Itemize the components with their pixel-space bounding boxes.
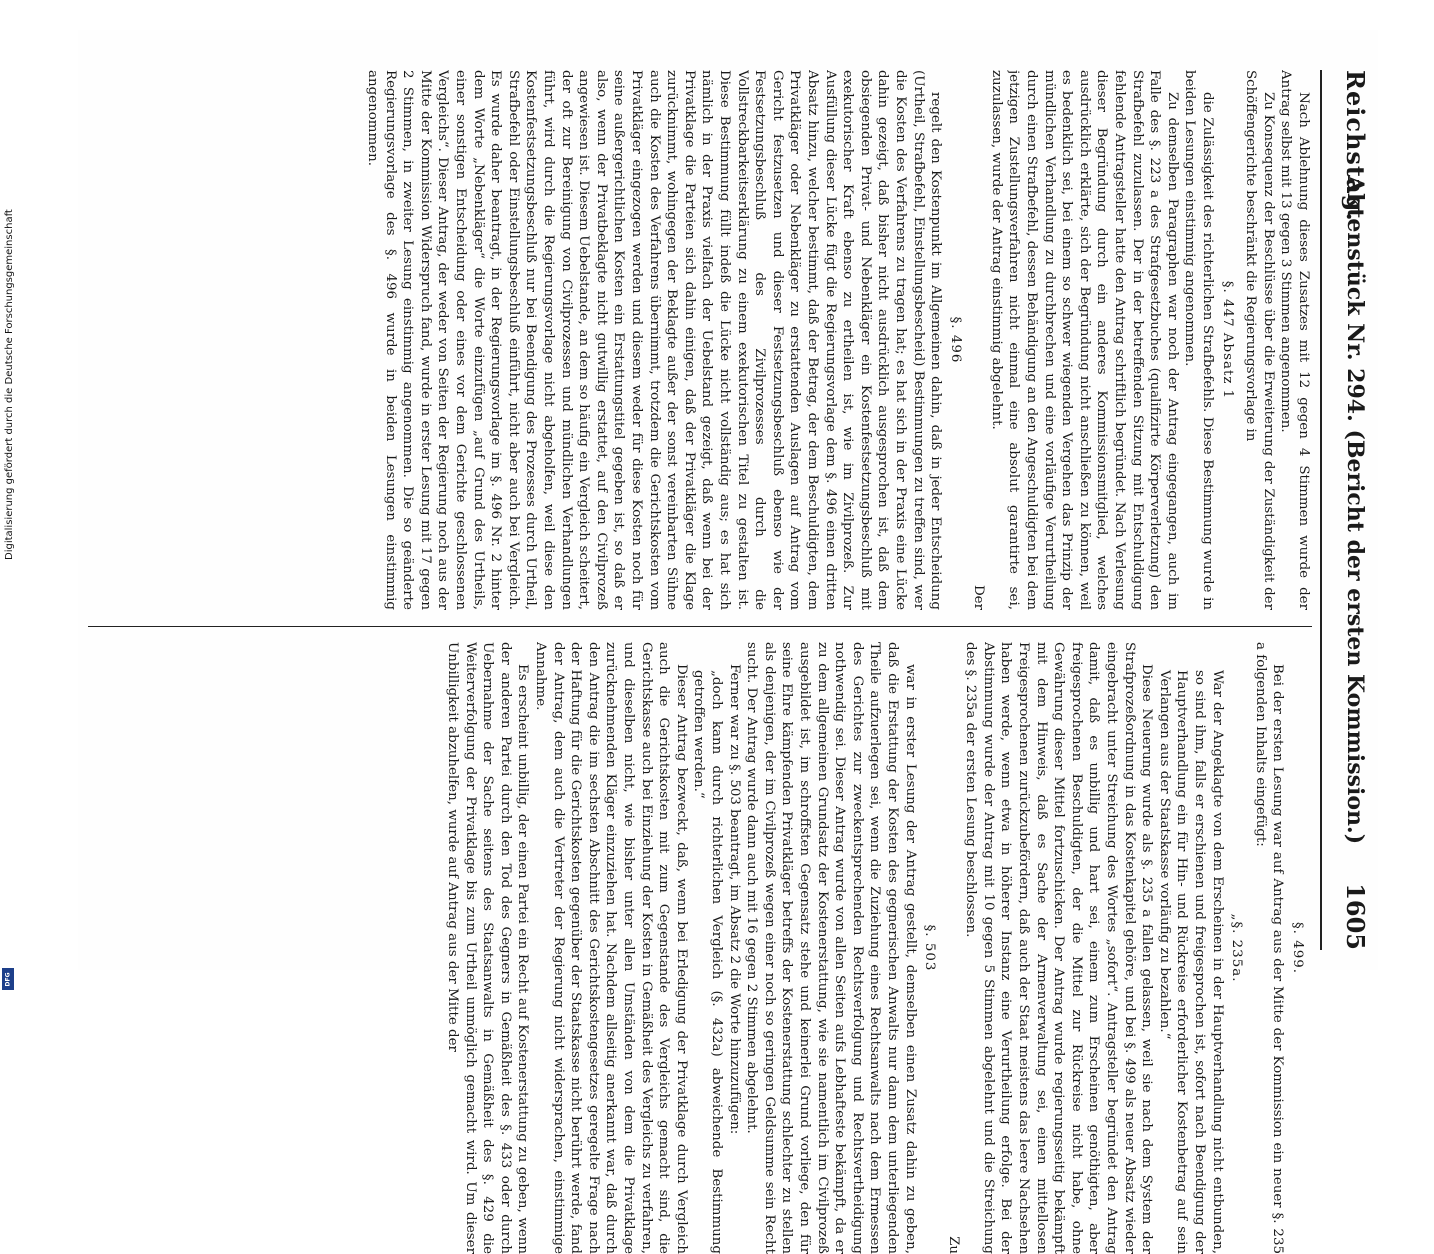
section-heading: §. 499. bbox=[1290, 921, 1305, 975]
paragraph: Bei der ersten Lesung war auf Antrag aus der Mitte der Kommission ein neuer §. 235 a folgenden Inhalts eingefügt: bbox=[1252, 642, 1286, 1254]
header-reichstag: Reichstag. bbox=[1341, 70, 1370, 222]
page-header bbox=[1320, 70, 1378, 950]
paragraph: Ferner war zu §. 503 beantragt, im Absatz 2 die Worte hinzuzufügen: bbox=[726, 664, 742, 1135]
catchword: Zu bbox=[945, 1236, 961, 1254]
catchword: Der bbox=[971, 584, 987, 610]
scanned-page bbox=[78, 30, 1378, 1254]
paragraph: war in erster Lesung der Antrag gestellt, demselben einen Zusatz dahin zu geben, daß die Erstattung der Kosten des gegnerischen Anwalts nur dann dem unterliegenden Theile aufzuerlegen sei, wenn die Zuziehung eines Rechtsanwalts nach dem Ermessen des Gerichtes zur zweckentsprechenden Rechtsverfolgung und Rechtsvertheidigung nothwendig sei. Dieser Antrag wurde von allen Seiten aufs Lebhafteste bekämpft, da er zu dem allgemeinen Grundsatz der Kostenerstattung, wie sie namentlich im Civilprozeß ausgebildet ist, im schroffsten Gegensatz stehe und keinerlei Grund vorliege, den für seine Ehre kämpfenden Privatkläger betreffs der Kostenerstattung schlechter zu stellen als denjenigen, der im Civilprozeß wegen einer noch so geringen Geldsumme sein Recht sucht. Der Antrag wurde dann auch mit 16 gegen 2 Stimmen abgelehnt. bbox=[744, 642, 918, 1254]
paragraph: Zu Konsequenz der Beschlüsse über die Erweiterung der Zuständigkeit der Schöffengerichte beschränkt die Regierungsvorlage in bbox=[1243, 70, 1276, 610]
section-heading: §. 447 Absatz 1 bbox=[1219, 280, 1235, 400]
dfg-logo: DFG bbox=[2, 968, 14, 990]
paragraph: Es erscheint unbillig, der einen Partei ein Recht auf Kostenerstattung zu geben, wenn der anderen Partei durch den Tod des Gegners in Gemäßheit des §. 433 oder durch Uebernahme der Sache seitens des Staatsanwalts in Gemäßheit des §. 429 die Weiterverfolgung der Privatklage bis zum Urtheil unmöglich gemacht wird. Um dieser Unbilligkeit abzuhelfen, wurde auf Antrag aus der Mitte der bbox=[445, 642, 531, 1254]
header-bericht: (Bericht der ersten Kommission.) bbox=[1342, 429, 1368, 845]
header-title bbox=[1342, 70, 1368, 950]
paragraph: Zu demselben Paragraphen war noch der Antrag eingegangen, auch im Falle des §. 223 a des Strafgesetzbuches (qualifizirte Körperverletzung) den Strafbefehl zuzulassen. Der in der betreffenden Sitzung mit Entschuldigung fehlende Antragsteller hatte den Antrag schriftlich begründet. Nach Verlesung dieser Begründung durch ein anderes Kommissionsmitglied, welches ausdrücklich erklärte, sich der Begründung nicht anschließen zu können, weil es bedenklich sei, bei einem so schwer wiegenden Vergehen das Prinzip der mündlichen Verhandlung zu durchbrechen und eine vorläufige Verurtheilung durch einen Strafbefehl, dessen Behändigung an den Angeschuldigten bei dem jetzigen Zustellungsverfahren nicht einmal eine absolut garantirte sei, zuzulassen, wurde der Antrag einstimmig abgelehnt. bbox=[988, 70, 1180, 610]
quoted-text: „doch kann durch richterlichen Vergleich (§. 432a) abweichende Bestimmung getroffen werden.“ bbox=[691, 670, 724, 1254]
left-text-column bbox=[88, 70, 1312, 610]
right-text-column bbox=[88, 642, 1312, 1254]
digitization-credit: Digitalisierung gefördert durch die Deutsche Forschungsgemeinschaft bbox=[4, 209, 15, 560]
section-heading: „§. 235a. bbox=[1229, 913, 1245, 983]
section-heading: §. 503 bbox=[922, 924, 938, 972]
paragraph: regelt den Kostenpunkt im Allgemeinen dahin, daß in jeder Entscheidung (Urtheil, Strafbefehl, Einstellungsbescheid) Bestimmungen zu treffen sind, wer die Kosten des Verfahrens zu tragen hat; es hat sich in der Praxis eine Lücke dahin gezeigt, daß bisher nicht ausdrücklich ausgesprochen ist, daß dem obsiegenden Privat- und Nebenkläger ein Kostenfestsetzungsbeschluß mit exekutorischer Kraft ebenso zu ertheilen ist, wie im Zivilprozeß. Zur Ausfüllung dieser Lücke fügt die Regierungsvorlage dem §. 496 einen dritten Absatz hinzu, welcher bestimmt, daß der Betrag, der dem Beschuldigten, dem Privatkläger oder Nebenkläger zu erstattenden Auslagen auf Antrag vom Gericht festzusetzen und dieser Festsetzungsbeschluß ebenso wie der Festsetzungsbeschluß des Zivilprozesses durch die Vollstreckbarkeitserklärung zu einem exekutorischen Titel zu gestalten ist. Diese Bestimmung füllt indeß die Lücke nicht vollständig aus; es hat sich nämlich in der Praxis vielfach der Uebelstand gezeigt, daß wenn bei der Privatklage die Parteien sich dahin einigen, daß der Privatkläger die Klage zurücknimmt, wohingegen der Beklagte außer der sonst vereinbarten Sühne auch die Kosten des Verfahrens übernimmt, trotzdem die Gerichtskosten vom Privatkläger eingezogen werden und diesem weder für diese Kosten noch für seine außergerichtlichen Kosten ein Erstattungstitel gegeben ist, so daß er also, wenn der Privatbeklagte nicht gutwillig erstattet, auf den Civilprozeß angewiesen ist. Diesem Uebelstande, an dem so häufig ein Vergleich scheitert, der oft zur Bereinigung von Civilprozessen und mündlichen Verhandlungen führt, wird durch die Regierungsvorlage nicht abgeholfen, weil diese den Kostenfestsetzungsbeschluß nur bei Beendigung des Prozesses durch Urtheil, Strafbefehl oder Einstellungsbeschluß einführt, nicht aber auch bei Vergleich. Es wurde daher beantragt, in der Regierungsvorlage im §. 496 Nr. 2 hinter dem Worte „Nebenkläger“ die Worte einzufügen „auf Grund des Urtheils, einer sonstigen Entscheidung oder eines vor dem Gerichte geschlossenen Vergleichs“. Dieser Antrag, der weder von Seiten der Regierung noch aus der Mitte der Kommission Widerspruch fand, wurde in erster Lesung mit 17 gegen 2 Stimmen, in zweiter Lesung einstimmig angenommen. Die so geänderte Regierungsvorlage des §. 496 wurde in beiden Lesungen einstimmig angenommen. bbox=[365, 70, 944, 610]
column-divider bbox=[88, 626, 1312, 627]
paragraph: Dieser Antrag bezweckt, daß, wenn bei Erledigung der Privatklage durch Vergleich auch die Gerichtskosten mit zum Gegenstande des Vergleichs gemacht sind, die Gerichtskasse auch bei Einziehung der Kosten in Gemäßheit des Vergleichs zu verfahren, und dieselben nicht, wie bisher unter allen Umständen von dem die Privatklage zurücknehmenden Kläger einzuziehen hat. Nachdem allseitig anerkannt war, daß durch den Antrag die im sechsten Abschnitt des Gerichtskostengesetzes geregelte Frage nach der Haftung für die Gerichtskosten gegenüber der Staatskasse nicht berührt werde, fand der Antrag, dem auch die Vertreter der Regierung nicht widersprachen, einstimmige Annahme. bbox=[533, 642, 689, 1254]
quoted-text: War der Angeklagte von dem Erscheinen in der Hauptverhandlung nicht entbunden, so sind ihm, falls er erschienen und freigesprochen ist, sofort nach Beendigung der Hauptverhandlung ein für Hin- und Rückreise erforderlicher Kostenbetrag auf sein Verlangen aus der Staatskasse vorläufig zu bezahlen.“ bbox=[1156, 670, 1225, 1254]
page-number: 1605 bbox=[1341, 883, 1370, 950]
paragraph: die Zulässigkeit des richterlichen Strafbefehls. Diese Bestimmung wurde in beiden Lesungen einstimmig angenommen. bbox=[1182, 70, 1216, 610]
section-heading: §. 496 bbox=[947, 316, 963, 364]
header-aktenstueck: Aktenstück Nr. 294. bbox=[1342, 175, 1368, 422]
paragraph: Nach Ablehnung dieses Zusatzes mit 12 gegen 4 Stimmen wurde der Antrag selbst mit 13 gegen 3 Stimmen angenommen. bbox=[1278, 70, 1311, 610]
paragraph: Diese Neuerung wurde als §. 235 a fallen gelassen, weil sie nach dem System der Strafprozeßordnung in das Kostenkapitel gehöre, und bei §. 499 als neuer Absatz wieder eingebracht unter Streichung des Wortes „sofort“. Antragsteller begründet den Antrag damit, daß es unbillig und hart sei, einem zum Erscheinen genöthigten, aber freigesprochenen Beschuldigten, der die Mittel zur Rückreise nicht habe, ohne Gewährung dieser Mittel fortzuschicken. Der Antrag wurde regierungsseitig bekämpft mit dem Hinweis, daß es Sache der Armenverwaltung sei, einen mittellosen Freigesprochenen zurückzubefördern, daß auch der Staat meistens das leere Nachsehen haben werde, wenn etwa in höherer Instanz eine Verurtheilung erfolge. Bei der Abstimmung wurde der Antrag mit 10 gegen 5 Stimmen abgelehnt und die Streichung des §. 235a der ersten Lesung beschlossen. bbox=[963, 642, 1155, 1254]
